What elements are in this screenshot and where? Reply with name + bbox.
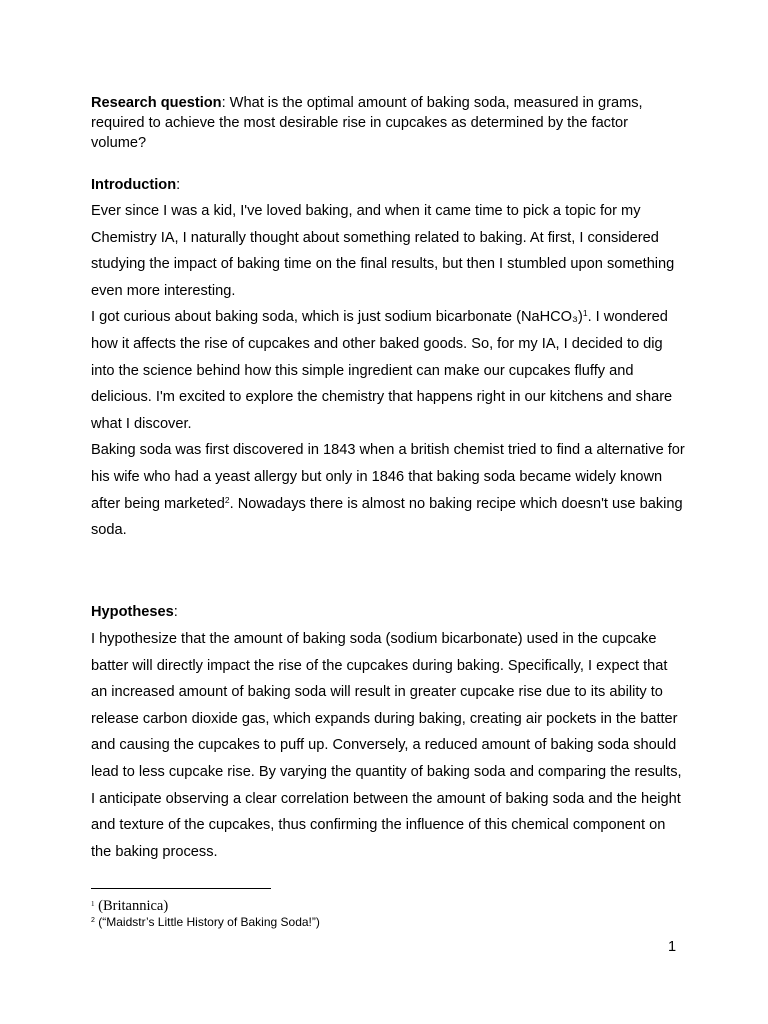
footnote-1-text: (Britannica): [94, 898, 169, 914]
research-question-label: Research question: [91, 95, 222, 111]
research-question-text: : What is the optimal amount of baking soda, measured in grams, required to achieve the most desirable rise in cupcakes as determined by the factor volume?: [91, 95, 643, 151]
introduction-paragraph-1: Ever since I was a kid, I've loved baking, and when it came time to pick a topic for my Chemistry IA, I naturally thought about something related to baking. At first, I considered studying the impact of baking time on the final results, but then I stumbled upon something even more interesting.: [91, 203, 675, 299]
footnotes: [91, 898, 320, 930]
introduction-paragraph-3-rest: . Nowadays there is almost no baking recipe which doesn't use baking soda.: [91, 495, 683, 539]
hypotheses-paragraph: I hypothesize that the amount of baking soda (sodium bicarbonate) used in the cupcake batter will directly impact the rise of the cupcakes during baking. Specifically, I expect that an increased amount of baking soda will result in greater cupcake rise due to its ability to release carbon dioxide gas, which expands during baking, creating air pockets in the batter and causing the cupcakes to puff up. Conversely, a reduced amount of baking soda should lead to less cupcake rise. By varying the quantity of baking soda and comparing the results, I anticipate observing a clear correlation between the amount of baking soda and the height and texture of the cupcakes, thus confirming the influence of this chemical component on the baking process.: [91, 631, 682, 860]
introduction-paragraph-2-rest: . I wondered how it affects the rise of cupcakes and other baked goods. So, for my IA, I decided to dig into the science behind how this simple ingredient can make our cupcakes fluffy and delicious. I'm excited to explore the chemistry that happens right in our kitchens and share what I discover.: [91, 309, 673, 432]
introduction-body: [91, 198, 686, 544]
research-question: [91, 93, 686, 153]
footnote-2: [91, 915, 320, 930]
footnote-separator: [91, 888, 271, 889]
footnote-2-text: (“Maidstr’s Little History of Baking Soda!”): [94, 915, 320, 929]
introduction-paragraph-2-text: I got curious about baking soda, which is just sodium bicarbonate (NaHCO₃): [91, 309, 583, 326]
footnote-ref-1[interactable]: 1: [582, 308, 588, 319]
introduction-paragraph-3: [91, 437, 686, 543]
hypotheses-colon: :: [173, 604, 178, 620]
hypotheses-label: Hypotheses: [91, 604, 174, 620]
hypotheses-heading: [91, 602, 686, 622]
introduction-heading: [91, 175, 686, 195]
introduction-paragraph-2: [91, 304, 686, 437]
footnote-1-number: 1: [91, 900, 95, 908]
hypotheses-body: [91, 626, 686, 865]
footnote-2-number: 2: [91, 917, 95, 924]
footnote-1: [91, 898, 320, 915]
introduction-paragraph-3-text: Baking soda was first discovered in 1843 when a british chemist tried to find a alternative for his wife who had a yeast allergy but only in 1846 that baking soda became widely known after being marketed: [91, 442, 685, 512]
page-number: 1: [668, 939, 677, 955]
footnote-ref-2[interactable]: 2: [224, 494, 230, 505]
introduction-colon: :: [176, 177, 181, 193]
introduction-label: Introduction: [91, 177, 177, 193]
